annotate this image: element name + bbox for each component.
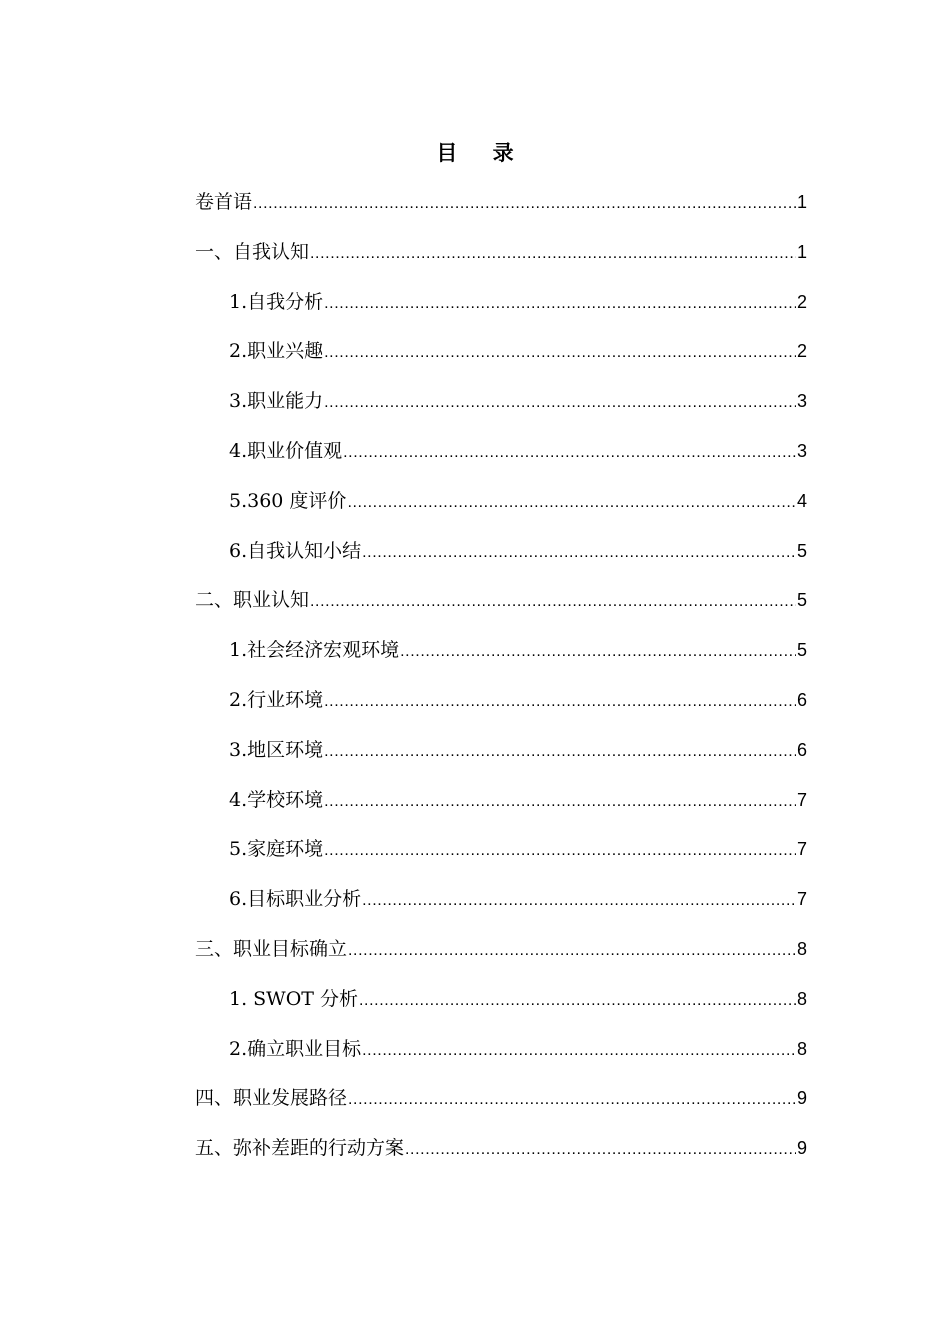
toc-page-number: 8	[796, 1038, 807, 1059]
toc-entry[interactable]	[195, 327, 807, 377]
toc-entry-label: 五、弥补差距的行动方案	[195, 1137, 405, 1160]
toc-entry[interactable]	[195, 676, 807, 726]
toc-entry[interactable]	[195, 527, 807, 577]
toc-entry[interactable]	[195, 178, 807, 228]
toc-page-number: 8	[796, 988, 807, 1009]
toc-page-number: 9	[796, 1138, 807, 1159]
toc-page-number: 1	[796, 192, 807, 212]
toc-entry-label: 5.家庭环境	[229, 838, 324, 861]
toc-dot-leader	[310, 577, 796, 627]
toc-dot-leader	[348, 1075, 796, 1125]
toc-entry[interactable]	[195, 726, 807, 776]
toc-entry-label: 3.职业能力	[229, 390, 324, 413]
toc-entry[interactable]	[195, 776, 807, 826]
toc-entry[interactable]	[195, 1124, 807, 1174]
toc-entry-label: 卷首语	[195, 191, 253, 213]
toc-dot-leader	[405, 1125, 796, 1175]
toc-entry-label: 四、职业发展路径	[195, 1087, 348, 1110]
toc-page-number: 7	[796, 789, 807, 810]
toc-entry[interactable]	[195, 377, 807, 427]
toc-entry-label: 2.确立职业目标	[229, 1037, 362, 1060]
toc-entry-label: 6.目标职业分析	[229, 888, 362, 911]
toc-dot-leader	[310, 229, 796, 279]
toc-dot-leader	[362, 528, 796, 578]
toc-page-number: 7	[796, 839, 807, 860]
toc-page-number: 5	[796, 640, 807, 661]
toc-entry[interactable]	[195, 975, 807, 1025]
toc-entry-label: 1. SWOT 分析	[229, 987, 359, 1010]
toc-entry-label: 1.社会经济宏观环境	[229, 639, 400, 662]
toc-entry[interactable]	[195, 875, 807, 925]
toc-title: 目 录	[436, 140, 528, 165]
toc-entry-label: 5.360 度评价	[229, 489, 347, 512]
toc-dot-leader	[400, 627, 796, 677]
toc-dot-leader	[253, 179, 796, 229]
toc-dot-leader	[324, 328, 796, 378]
toc-entry-label: 二、职业认知	[195, 589, 310, 612]
toc-entry-label: 4.职业价值观	[229, 439, 343, 462]
toc-entry[interactable]	[195, 1074, 807, 1124]
toc-dot-leader	[324, 826, 796, 876]
toc-entry-label: 6.自我认知小结	[229, 539, 362, 562]
toc-entry-label: 1.自我分析	[229, 290, 324, 313]
toc-page-number: 3	[796, 391, 807, 412]
toc-page-number: 9	[796, 1088, 807, 1109]
toc-entry[interactable]	[195, 1025, 807, 1075]
toc-entry-label: 4.学校环境	[229, 788, 324, 811]
toc-page-number: 2	[796, 291, 807, 312]
toc-dot-leader	[324, 378, 796, 428]
toc-entry[interactable]	[195, 925, 807, 975]
toc-dot-leader	[348, 926, 796, 976]
toc-page-number: 6	[796, 689, 807, 710]
toc-entry[interactable]	[195, 477, 807, 527]
toc-page-number: 8	[796, 938, 807, 959]
toc-list	[195, 178, 807, 1174]
toc-entry-label: 三、职业目标确立	[195, 937, 348, 960]
toc-page-number: 7	[796, 889, 807, 910]
toc-dot-leader	[362, 876, 796, 926]
toc-page-number: 2	[796, 341, 807, 362]
toc-page-number: 6	[796, 739, 807, 760]
toc-entry[interactable]	[195, 825, 807, 875]
toc-dot-leader	[362, 1026, 796, 1076]
toc-page-number: 1	[796, 241, 807, 262]
toc-entry[interactable]	[195, 278, 807, 328]
toc-dot-leader	[324, 777, 796, 827]
toc-page-number: 4	[796, 490, 807, 511]
toc-entry-label: 一、自我认知	[195, 240, 310, 263]
toc-page-number: 5	[796, 590, 807, 611]
toc-page-number: 3	[796, 440, 807, 461]
toc-entry[interactable]	[195, 626, 807, 676]
toc-page-number: 5	[796, 540, 807, 561]
toc-dot-leader	[343, 428, 796, 478]
toc-dot-leader	[324, 677, 796, 727]
toc-dot-leader	[359, 976, 796, 1026]
toc-entry[interactable]	[195, 576, 807, 626]
toc-entry-label: 2.行业环境	[229, 688, 324, 711]
toc-entry[interactable]	[195, 228, 807, 278]
toc-entry[interactable]	[195, 427, 807, 477]
toc-entry-label: 2.职业兴趣	[229, 340, 324, 363]
toc-entry-label: 3.地区环境	[229, 738, 324, 761]
toc-dot-leader	[324, 727, 796, 777]
toc-dot-leader	[347, 478, 796, 528]
toc-dot-leader	[324, 279, 796, 329]
